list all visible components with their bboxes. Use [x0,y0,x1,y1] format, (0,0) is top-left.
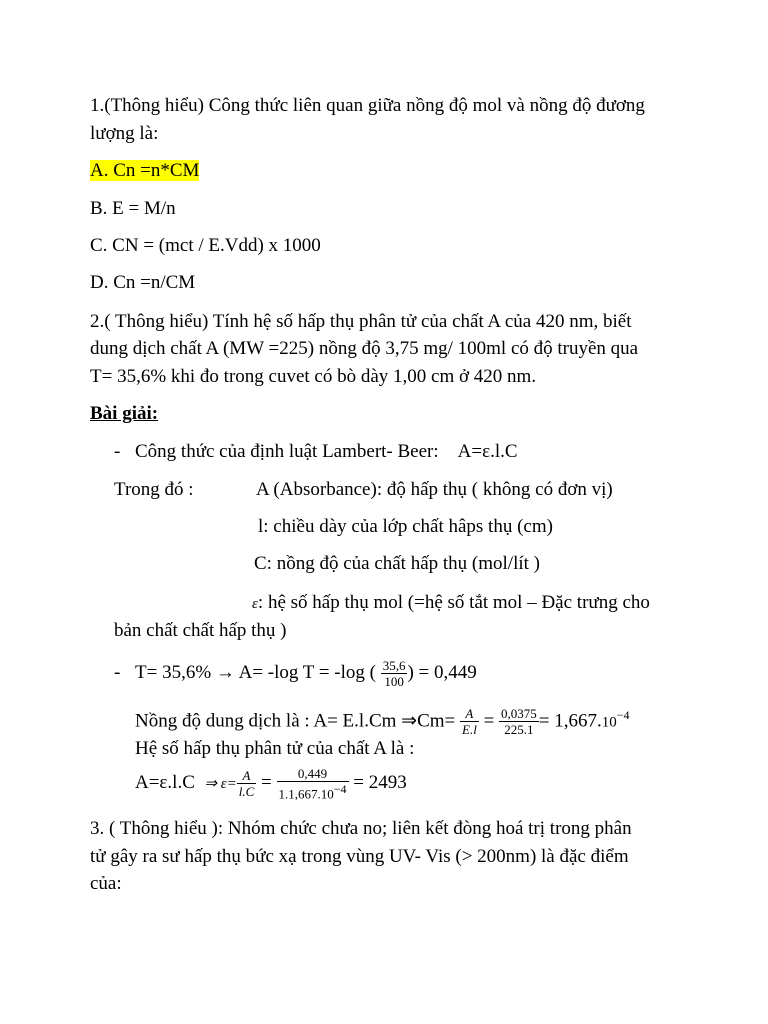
transmittance-calc: T= 35,6% → A= -log T = -log ( $\frac{35,6}{100}$ ) = 0,449 [135,658,477,690]
a-over-el-fraction: $\frac{A}{E.l}$ [462,706,477,738]
definition-a: A (Absorbance): độ hấp thụ ( không có đơn vị) [256,479,613,500]
conc-fraction: $\frac{0,0375}{225.1}$ [501,706,537,738]
epsilon-calc: A=ε.l.C ⇒ ε= $\frac{A}{l.C}$ = $\frac{0,449}{1.1,667.10^{-4}}$ = 2493 [135,765,407,802]
bullet-dash: - [114,441,121,462]
definition-epsilon: ε: hệ số hấp thụ mol (=hệ số tắt mol – Đặc trưng cho [252,592,650,613]
q2-text-line-1: 2.( Thông hiểu) Tính hệ số hấp thụ phân tử của chất A của 420 nm, biết [90,311,632,332]
q2-text-line-3: T= 35,6% khi đo trong cuvet có bò dày 1,00 cm ở 420 nm. [90,366,537,387]
q3-text-line-3: của: [90,873,122,894]
definition-l: l: chiều dày của lớp chất hâps thụ (cm) [258,516,553,537]
lambert-beer-law: Công thức của định luật Lambert- Beer: A=ε.l.C [135,441,518,462]
epsilon-fraction: $\frac{0,449}{1.1,667.10^{-4}}$ [278,765,347,802]
q1-text-line-2: lượng là: [90,123,159,144]
bullet-dash-2: - [114,662,121,683]
definition-epsilon-cont: bản chất chất hấp thụ ) [114,620,287,641]
t-fraction: $\frac{35,6}{100}$ [382,658,406,690]
epsilon-symbol: ε [252,596,258,612]
epsilon-title: Hệ số hấp thụ phân tử của chất A là : [135,738,415,759]
concentration-calc: Nồng độ dung dịch là : A= E.l.Cm ⇒Cm= $\frac{A}{E.l}$ = $\frac{0,0375}{225.1}$ = $1,667.10^{-4}$ [135,706,630,738]
q1-option-b: B. E = M/n [90,198,176,219]
definition-c: C: nồng độ của chất hấp thụ (mol/lít ) [254,553,541,574]
q3-text-line-1: 3. ( Thông hiểu ): Nhóm chức chưa no; liên kết đòng hoá trị trong phân [90,818,632,839]
q1-option-d: D. Cn =n/CM [90,272,196,293]
q3-text-line-2: tử gây ra sư hấp thụ bức xạ trong vùng UV- Vis (> 200nm) là đặc điểm [90,846,629,867]
q2-text-line-2: dung dịch chất A (MW =225) nồng độ 3,75 mg/ 100ml có độ truyền qua [90,338,639,359]
solution-heading: Bài giải: [90,403,159,424]
lambert-beer-formula: A=ε.l.C [457,441,518,462]
q1-option-c: C. CN = (mct / E.Vdd) x 1000 [90,235,321,256]
a-over-lc-fraction: $\frac{A}{l.C}$ [238,768,255,800]
q1-option-a [90,157,199,184]
highlighted-answer: A. Cn =n*CM [90,160,200,181]
q1-text-line-1: 1.(Thông hiểu) Công thức liên quan giữa nồng độ mol và nồng độ đương [90,95,645,116]
where-label: Trong đó : [114,479,194,500]
